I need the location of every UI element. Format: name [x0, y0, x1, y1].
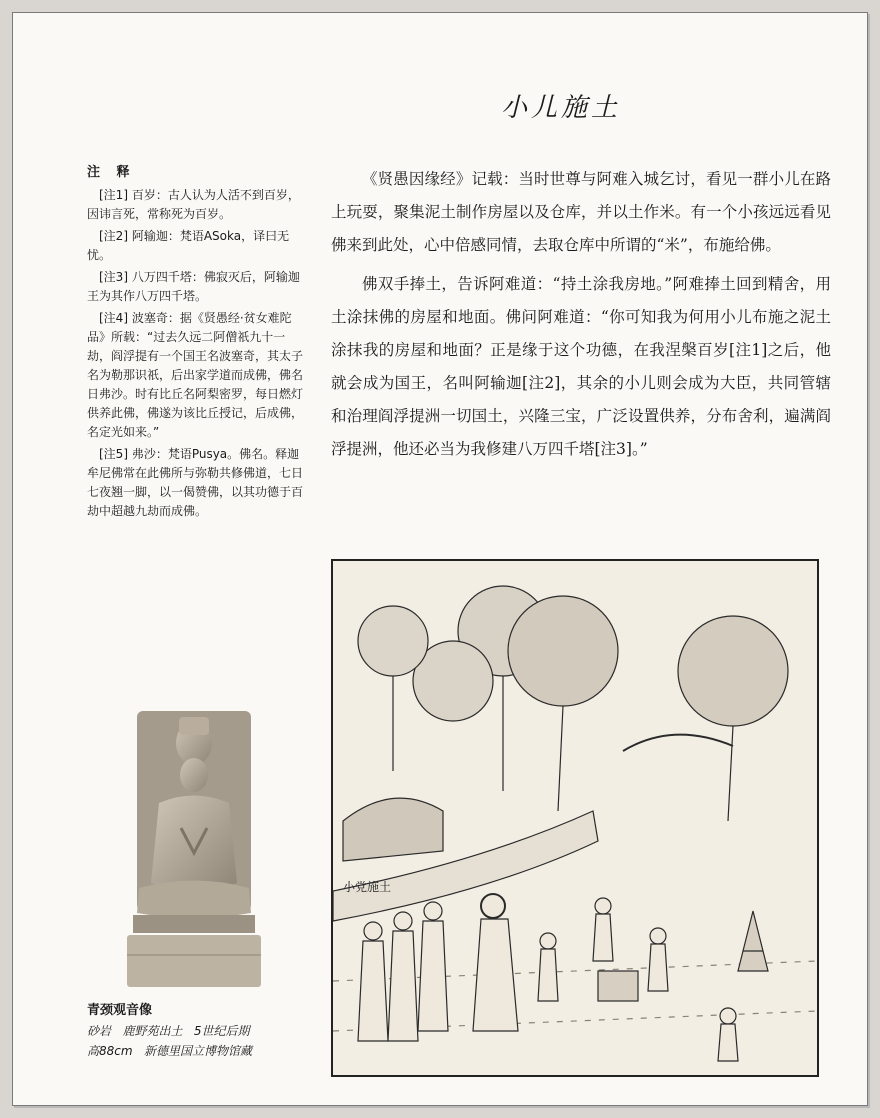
note-5: [注5] 弗沙：梵语Pusya。佛名。释迦牟尼佛常在此佛所与弥勒共修佛道，七日七夜翘一脚，以一偈赞佛，以其功德于百劫中超越九劫而成佛。 — [87, 447, 304, 518]
tree-cluster — [358, 586, 788, 821]
page — [12, 12, 868, 1106]
paragraph-2: 佛双手捧土，告诉阿难道：“持土涂我房地。”阿难捧土回到精舍，用土涂抹佛的房屋和地面。佛问阿难道：“你可知我为何用小儿布施之泥土涂抹我的房屋和地面？正是缘于这个功德，在我涅槃百岁[注1]之后，他就会成为国王，名叫阿输迦[注2]，其余的小儿则会成为大臣，共同管辖和治理阎浮提洲一切国土，兴隆三宝，广泛设置供养，分布舍利，遍满阎浮提洲，他还必当为我修建八万四千塔[注3]。” — [331, 275, 831, 458]
statue-photo — [119, 703, 269, 993]
statue-caption — [87, 1001, 317, 1061]
main-text — [331, 163, 831, 472]
illustration-inscription: 小党施土 — [343, 880, 392, 894]
scene-drawing — [333, 561, 817, 1075]
notes-heading: 注 释 — [87, 165, 136, 180]
caption-title: 青颈观音像 — [87, 1003, 153, 1018]
note-1: [注1] 百岁：古人认为人活不到百岁，因讳言死，常称死为百岁。 — [87, 188, 300, 221]
paragraph-1: 《贤愚因缘经》记载：当时世尊与阿难入城乞讨，看见一群小儿在路上玩耍，聚集泥土制作房屋以及仓库，并以土作米。有一个小孩远远看见佛来到此处，心中倍感同情，去取仓库中所谓的“米”，布施给佛。 — [331, 170, 831, 254]
avalokiteshvara-statue-image — [119, 703, 269, 993]
page-title: 小儿施土 — [501, 93, 622, 123]
children-figures — [538, 898, 738, 1061]
note-3: [注3] 八万四千塔：佛寂灭后，阿输迦王为其作八万四千塔。 — [87, 270, 300, 303]
caption-line-1: 砂岩 鹿野苑出土 5世纪后期 — [87, 1024, 250, 1038]
monk-figures — [358, 894, 518, 1041]
note-4: [注4] 波塞奇：据《贤愚经·贫女难陀品》所载：“过去久远二阿僧祇九十一劫，阎浮提有一个国王名波塞奇，其太子名为勒那识祇，后出家学道而成佛，佛名日弗沙。时有比丘名阿梨密罗，每日燃灯供养此佛，佛遂为该比丘授记，后成佛，名定光如来。” — [87, 311, 304, 439]
note-2: [注2] 阿输迦：梵语ASoka，译曰无忧。 — [87, 229, 290, 262]
woodcut-illustration — [331, 559, 819, 1077]
caption-line-2: 高88cm 新德里国立博物馆藏 — [87, 1044, 253, 1058]
notes-column — [87, 163, 309, 524]
